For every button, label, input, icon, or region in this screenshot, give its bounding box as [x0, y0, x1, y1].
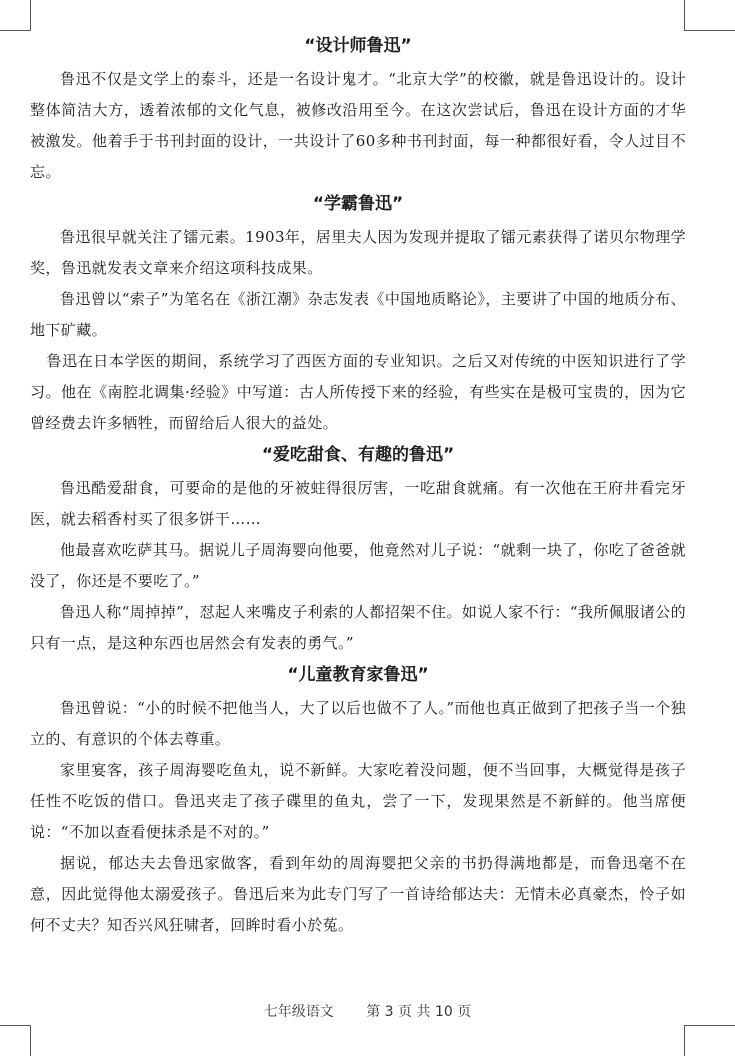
crop-mark-top-left [0, 0, 31, 31]
section-scholar [30, 192, 686, 439]
section-educator [30, 663, 686, 941]
paragraph: 他最喜欢吃萨其马。据说儿子周海婴向他要，他竟然对儿子说：“就剩一块了，你吃了爸爸就没了，你还是不要吃了。” [30, 541, 686, 590]
section-heading: “设计师鲁迅” [304, 36, 412, 56]
document-body [30, 34, 686, 941]
crop-mark-bottom-left [0, 1025, 31, 1056]
paragraph: 鲁迅酷爱甜食，可要命的是他的牙被蛀得很厉害，一吃甜食就痛。有一次他在王府井看完牙医，就去稻香村买了很多饼干…… [30, 479, 686, 528]
crop-mark-top-right [684, 0, 735, 31]
section-heading: “爱吃甜食、有趣的鲁迅” [261, 445, 455, 465]
paragraph: 鲁迅人称“周掉掉”，怼起人来嘴皮子利索的人都招架不住。如说人家不行：“我所佩服诸公的只有一点，是这种东西也居然会有发表的勇气。” [30, 603, 686, 652]
paragraph: 家里宴客，孩子周海婴吃鱼丸，说不新鲜。大家吃着没问题，便不当回事，大概觉得是孩子任性不吃饭的借口。鲁迅夹走了孩子碟里的鱼丸，尝了一下，发现果然是不新鲜的。他当席便说：“不加以查看便抹杀是不对的。” [30, 761, 686, 841]
paragraph: 鲁迅很早就关注了镭元素。1903年，居里夫人因为发现并提取了镭元素获得了诺贝尔物理学奖，鲁迅就发表文章来介绍这项科技成果。 [30, 228, 686, 277]
section-heading: “儿童教育家鲁迅” [287, 665, 429, 685]
section-sweet-tooth [30, 443, 686, 659]
crop-mark-bottom-right [684, 1025, 735, 1056]
paragraph: 鲁迅曾说：“小的时候不把他当人，大了以后也做不了人。”而他也真正做到了把孩子当一个独立的、有意识的个体去尊重。 [30, 699, 686, 748]
page-footer [0, 1001, 735, 1021]
paragraph: 鲁迅在日本学医的期间，系统学习了西医方面的专业知识。之后又对传统的中医知识进行了学习。他在《南腔北调集·经验》中写道：古人所传授下来的经验，有些实在是极可宝贵的，因为它曾经费去许多牺牲，而留给后人很大的益处。 [30, 352, 686, 432]
footer-page-number: 第 3 页 共 10 页 [366, 1004, 472, 1020]
paragraph: 鲁迅曾以“索子”为笔名在《浙江潮》杂志发表《中国地质略论》，主要讲了中国的地质分布、地下矿藏。 [30, 290, 686, 339]
paragraph: 鲁迅不仅是文学上的泰斗，还是一名设计鬼才。“北京大学”的校徽，就是鲁迅设计的。设计整体简洁大方，透着浓郁的文化气息，被修改沿用至今。在这次尝试后，鲁迅在设计方面的才华被激发。他着手于书刊封面的设计，一共设计了60多种书刊封面，每一种都很好看，令人过目不忘。 [30, 70, 686, 181]
paragraph: 据说，郁达夫去鲁迅家做客，看到年幼的周海婴把父亲的书扔得满地都是，而鲁迅毫不在意，因此觉得他太溺爱孩子。鲁迅后来为此专门写了一首诗给郁达夫：无情未必真豪杰，怜子如何不丈夫？知否兴风狂啸者，回眸时看小於菟。 [30, 854, 686, 934]
section-heading: “学霸鲁迅” [312, 194, 404, 214]
section-designer [30, 34, 686, 188]
footer-subject: 七年级语文 [263, 1004, 334, 1020]
